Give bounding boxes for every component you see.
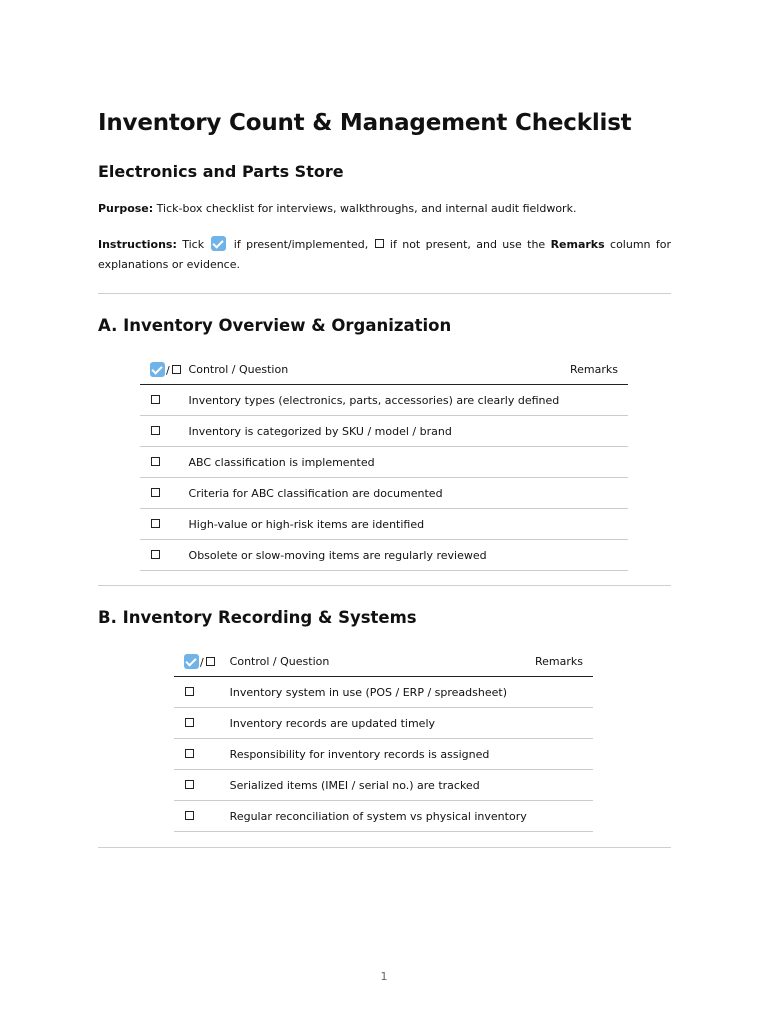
purpose-text: Tick-box checklist for interviews, walkthroughs, and internal audit fieldwork. bbox=[153, 202, 577, 215]
document-subtitle: Electronics and Parts Store bbox=[98, 162, 344, 181]
instructions-paragraph bbox=[98, 235, 671, 275]
purpose-label: Purpose: bbox=[98, 202, 154, 215]
divider bbox=[98, 585, 671, 586]
remarks-column-header: Remarks bbox=[535, 654, 583, 668]
empty-checkbox[interactable] bbox=[151, 395, 160, 404]
table-row bbox=[174, 770, 593, 801]
checked-box-icon bbox=[184, 654, 199, 669]
table-header-row bbox=[140, 354, 628, 385]
question-cell: Regular reconciliation of system vs physical inventory bbox=[229, 809, 527, 823]
checked-box-icon bbox=[150, 362, 165, 377]
remarks-column-header: Remarks bbox=[570, 362, 618, 376]
empty-checkbox[interactable] bbox=[185, 780, 194, 789]
remarks-cell[interactable] bbox=[559, 416, 628, 447]
section-a-table bbox=[140, 354, 628, 571]
section-b-table bbox=[174, 646, 593, 832]
table-row bbox=[140, 416, 628, 447]
empty-box-icon bbox=[375, 239, 384, 248]
question-cell: ABC classification is implemented bbox=[188, 455, 375, 469]
purpose-paragraph bbox=[98, 199, 671, 219]
table-row bbox=[140, 385, 628, 416]
divider bbox=[98, 293, 671, 294]
empty-checkbox[interactable] bbox=[185, 749, 194, 758]
empty-checkbox[interactable] bbox=[151, 550, 160, 559]
empty-checkbox[interactable] bbox=[185, 718, 194, 727]
remarks-cell[interactable] bbox=[527, 770, 593, 801]
question-cell: High-value or high-risk items are identified bbox=[188, 517, 425, 531]
instructions-text-1: Tick bbox=[176, 238, 210, 251]
question-column-header: Control / Question bbox=[229, 654, 330, 668]
instructions-text-4: column for explanations or evidence. bbox=[98, 238, 672, 271]
remarks-cell[interactable] bbox=[527, 708, 593, 739]
question-cell: Inventory system in use (POS / ERP / spreadsheet) bbox=[229, 685, 507, 699]
empty-checkbox[interactable] bbox=[151, 519, 160, 528]
table-row bbox=[174, 708, 593, 739]
section-a-title: A. Inventory Overview & Organization bbox=[98, 316, 452, 335]
remarks-cell[interactable] bbox=[559, 540, 628, 571]
remarks-cell[interactable] bbox=[527, 677, 593, 708]
header-separator: / bbox=[200, 655, 204, 669]
table-header-row bbox=[174, 646, 593, 677]
question-cell: Obsolete or slow-moving items are regularly reviewed bbox=[188, 548, 487, 562]
empty-checkbox[interactable] bbox=[151, 457, 160, 466]
remarks-cell[interactable] bbox=[527, 739, 593, 770]
question-cell: Inventory is categorized by SKU / model / brand bbox=[188, 424, 452, 438]
status-column-header bbox=[174, 646, 230, 677]
question-cell: Criteria for ABC classification are documented bbox=[188, 486, 443, 500]
question-cell: Inventory types (electronics, parts, accessories) are clearly defined bbox=[188, 393, 560, 407]
table-row bbox=[140, 447, 628, 478]
instructions-label: Instructions: bbox=[98, 238, 177, 251]
empty-checkbox[interactable] bbox=[151, 426, 160, 435]
instructions-text-2: if present/implemented, bbox=[228, 238, 374, 251]
remarks-cell[interactable] bbox=[559, 385, 628, 416]
empty-box-icon bbox=[206, 657, 215, 666]
document-title: Inventory Count & Management Checklist bbox=[98, 110, 632, 136]
remarks-cell[interactable] bbox=[527, 801, 593, 832]
empty-checkbox[interactable] bbox=[185, 811, 194, 820]
checked-box-icon bbox=[211, 236, 226, 251]
empty-box-icon bbox=[172, 365, 181, 374]
table-row bbox=[140, 509, 628, 540]
table-row bbox=[174, 739, 593, 770]
header-separator: / bbox=[166, 363, 170, 377]
instructions-text-3: if not present, and use the bbox=[384, 238, 551, 251]
table-row bbox=[140, 540, 628, 571]
section-b-title: B. Inventory Recording & Systems bbox=[98, 608, 417, 627]
question-cell: Responsibility for inventory records is assigned bbox=[229, 747, 490, 761]
empty-checkbox[interactable] bbox=[185, 687, 194, 696]
instructions-remarks-word: Remarks bbox=[550, 238, 605, 251]
status-column-header bbox=[140, 354, 189, 385]
question-cell: Serialized items (IMEI / serial no.) are tracked bbox=[229, 778, 480, 792]
divider bbox=[98, 847, 671, 848]
page-number: 1 bbox=[380, 970, 388, 983]
empty-checkbox[interactable] bbox=[151, 488, 160, 497]
table-row bbox=[174, 801, 593, 832]
remarks-cell[interactable] bbox=[559, 478, 628, 509]
remarks-cell[interactable] bbox=[559, 509, 628, 540]
question-column-header: Control / Question bbox=[188, 362, 289, 376]
question-cell: Inventory records are updated timely bbox=[229, 716, 436, 730]
table-row bbox=[174, 677, 593, 708]
remarks-cell[interactable] bbox=[559, 447, 628, 478]
table-row bbox=[140, 478, 628, 509]
